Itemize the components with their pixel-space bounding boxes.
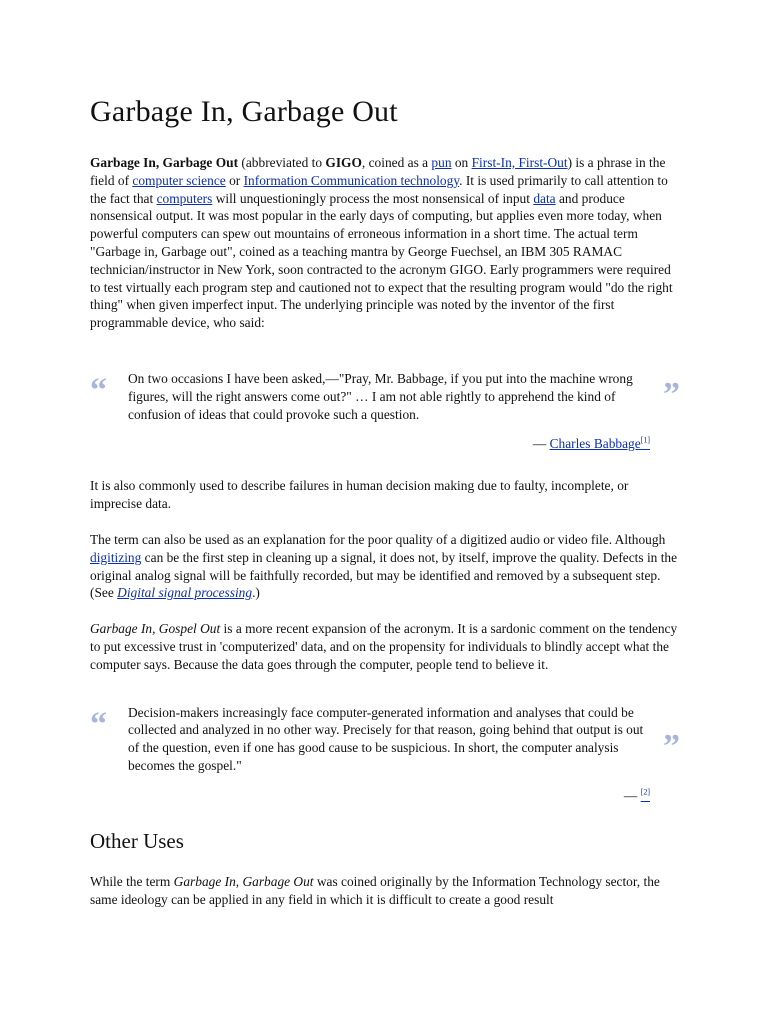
text-span: , coined as a	[361, 155, 432, 170]
text-span: on	[451, 155, 472, 170]
quote-attribution	[90, 787, 650, 805]
link-data[interactable]: data	[533, 190, 556, 206]
text-span: can be the first step in cleaning up a signal, it does not, by itself, improve the quality. Defects in the original analog signal will be faithfully recorded, but may be identified and removed by a subsequent step. (See	[90, 549, 678, 601]
attribution-dash: —	[532, 436, 550, 452]
quote-attribution	[90, 435, 650, 453]
acronym-bold: GIGO	[325, 155, 362, 170]
term-italic: Garbage In, Gospel Out	[90, 621, 221, 637]
paragraph-digitized	[90, 531, 680, 602]
text-span: While the term	[90, 873, 174, 889]
article	[90, 92, 680, 926]
text-span: .)	[252, 585, 260, 601]
text-span: will unquestioningly process the most nonsensical of input	[212, 190, 534, 206]
link-computer-science[interactable]: computer science	[132, 172, 226, 188]
open-quote-icon: “	[90, 705, 107, 743]
quote-text: On two occasions I have been asked,—"Pray, Mr. Babbage, if you put into the machine wrong figures, will the right answers come out?" … I am not able rightly to apprehend the kind of confusion of ideas that could provoke such a question.	[128, 370, 633, 422]
intro-paragraph	[90, 154, 680, 332]
paragraph-gospel-out	[90, 620, 680, 673]
text-span: or	[225, 172, 244, 188]
citation-ref: [2]	[640, 787, 650, 797]
close-quote-icon: ”	[663, 727, 680, 765]
link-text-italic: Digital signal processing	[117, 585, 253, 601]
author-name: Charles Babbage	[549, 436, 641, 452]
paragraph-other-uses	[90, 873, 680, 909]
text-span: is a more recent expansion of the acronym. It is a sardonic comment on the tendency to put excessive trust in 'computerized' data, and on the propensity for individuals to blindly accept what the computer says. Because the data goes through the computer, people tend to believe it.	[90, 621, 678, 672]
paragraph-decision-making: It is also commonly used to describe failures in human decision making due to faulty, incomplete, or imprecise data.	[90, 478, 629, 512]
link-first-in-first-out[interactable]: First-In, First-Out	[471, 155, 568, 170]
link-computers[interactable]: computers	[156, 190, 213, 206]
link-pun[interactable]: pun	[431, 155, 452, 170]
term-italic: Garbage In, Garbage Out	[173, 873, 314, 889]
link-citation-2[interactable]	[641, 788, 650, 803]
text-span: (abbreviated to	[238, 155, 326, 170]
text-span: . It is used primarily to call attention to the fact that	[90, 172, 668, 206]
open-quote-icon: “	[90, 371, 107, 409]
link-digitizing[interactable]: digitizing	[90, 549, 142, 565]
text-span: was coined originally by the Information Technology sector, the same ideology can be applied in any field in which it is difficult to create a good result	[90, 873, 660, 907]
babbage-quote	[90, 370, 680, 453]
link-information-communication-technology[interactable]: Information Communication technology	[243, 172, 460, 188]
text-span: The term can also be used as an explanation for the poor quality of a digitized audio or video file. Although	[90, 531, 666, 547]
term-bold: Garbage In, Garbage Out	[90, 155, 239, 170]
section-heading-other-uses: Other Uses	[90, 828, 184, 853]
link-digital-signal-processing[interactable]	[117, 585, 252, 600]
link-charles-babbage[interactable]	[550, 436, 650, 451]
close-quote-icon: ”	[663, 375, 680, 413]
page-title: Garbage In, Garbage Out	[90, 95, 398, 128]
gospel-quote	[90, 704, 680, 805]
text-span: and produce nonsensical output. It was most popular in the early days of computing, but applies even more today, when powerful computers can spew out mountains of erroneous information in a short time. The actual term "Garbage in, Garbage out", coined as a teaching mantra by George Fuechsel, an IBM 305 RAMAC technician/instructor in New York, soon contracted to the acronym GIGO. Early programmers were required to test virtually each program step and cautioned not to expect that the resulting program would "do the right thing" when given imperfect input. The underlying principle was noted by the inventor of the first programmable device, who said:	[90, 190, 673, 331]
attribution-dash: —	[623, 787, 641, 803]
citation-ref: [1]	[640, 435, 650, 445]
quote-text: Decision-makers increasingly face computer-generated information and analyses that could be collected and analyzed in no other way. Precisely for that reason, going behind that output is out of the question, even if one has good cause to be suspicious. In short, the computer analysis becomes the gospel."	[128, 704, 644, 773]
text-span: ) is a phrase in the field of	[90, 155, 666, 188]
